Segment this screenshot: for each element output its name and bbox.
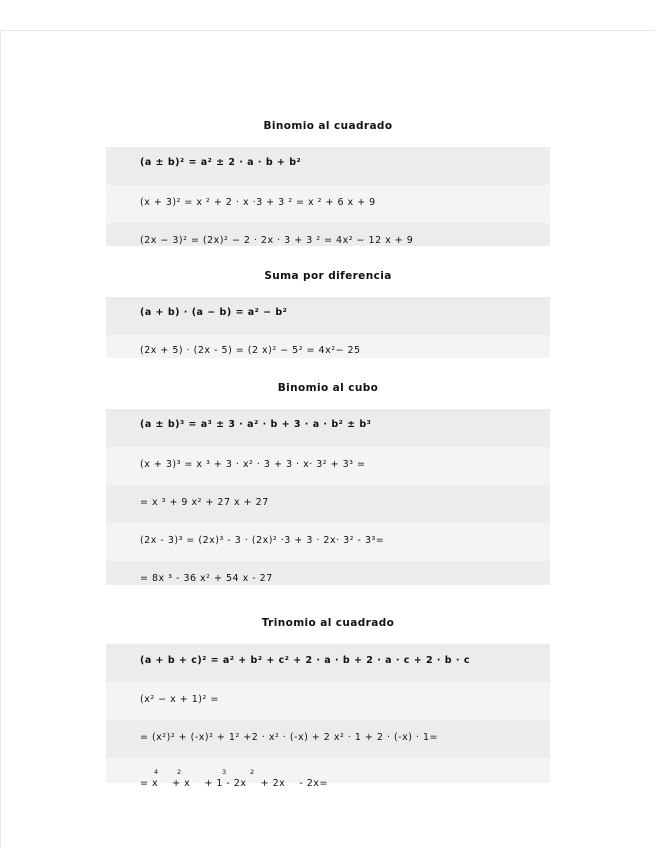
example-row xyxy=(106,185,550,223)
example-binomio-cubo-3: (2x - 3)³ = (2x)³ - 3 · (2x)² ·3 + 3 · 2x· 3² - 3³= xyxy=(140,535,385,546)
example-row xyxy=(106,223,550,246)
exponent: 2 xyxy=(177,768,182,776)
exponent: 2 xyxy=(250,768,255,776)
example-row xyxy=(106,485,550,523)
formula-binomio-cuadrado: (a ± b)² = a² ± 2 · a · b + b² xyxy=(140,157,302,168)
heading-suma-diferencia: Suma por diferencia xyxy=(264,270,392,282)
formula-trinomio-cuadrado: (a + b + c)² = a² + b² + c² + 2 · a · b + 2 · a · c + 2 · b · c xyxy=(140,655,470,666)
formula-row xyxy=(106,409,550,447)
example-binomio-cubo-1: (x + 3)³ = x ³ + 3 · x² · 3 + 3 · x· 3² + 3³ = xyxy=(140,459,366,470)
example-trinomio-cuadrado-1: (x² − x + 1)² = xyxy=(140,694,219,705)
block-trinomio-cuadrado xyxy=(106,644,550,783)
heading-binomio-cuadrado: Binomio al cuadrado xyxy=(263,120,393,132)
example-binomio-cubo-4: = 8x ³ - 36 x² + 54 x - 27 xyxy=(140,573,273,584)
exponent: 4 xyxy=(154,768,159,776)
example-row xyxy=(106,561,550,585)
example-suma-diferencia-1: (2x + 5) · (2x - 5) = (2 x)² − 5² = 4x²− 25 xyxy=(140,345,361,356)
example-row xyxy=(106,720,550,758)
heading-trinomio-cuadrado: Trinomio al cuadrado xyxy=(261,617,395,629)
formula-suma-diferencia: (a + b) · (a − b) = a² − b² xyxy=(140,307,288,318)
exponent: 3 xyxy=(222,768,227,776)
block-suma-diferencia xyxy=(106,297,550,358)
block-binomio-cubo xyxy=(106,409,550,585)
formula-row xyxy=(106,297,550,335)
example-row xyxy=(106,447,550,485)
block-binomio-cuadrado xyxy=(106,147,550,246)
example-row xyxy=(106,523,550,561)
example-binomio-cubo-2: = x ³ + 9 x² + 27 x + 27 xyxy=(140,497,269,508)
formula-binomio-cubo: (a ± b)³ = a³ ± 3 · a² · b + 3 · a · b² ± b³ xyxy=(140,419,372,430)
example-binomio-cuadrado-1: (x + 3)² = x ² + 2 · x ·3 + 3 ² = x ² + 6 x + 9 xyxy=(140,197,376,208)
formula-row xyxy=(106,147,550,185)
example-binomio-cuadrado-2: (2x − 3)² = (2x)² − 2 · 2x · 3 + 3 ² = 4x² − 12 x + 9 xyxy=(140,235,414,246)
heading-binomio-cubo: Binomio al cubo xyxy=(277,382,379,394)
example-row xyxy=(106,682,550,720)
example-trinomio-cuadrado-2: = (x²)² + (-x)² + 1² +2 · x² · (-x) + 2 x² · 1 + 2 · (-x) · 1= xyxy=(140,732,439,743)
example-trinomio-cuadrado-3: = x + x + 1 - 2x + 2x - 2x= xyxy=(140,778,328,789)
formula-row xyxy=(106,644,550,682)
example-row xyxy=(106,335,550,358)
